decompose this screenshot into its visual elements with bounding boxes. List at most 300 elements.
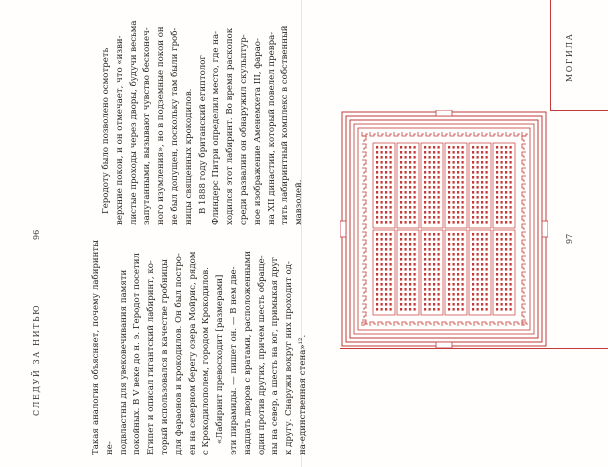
chamber — [481, 171, 483, 174]
chamber — [433, 248, 435, 251]
chamber — [510, 176, 512, 179]
chamber — [501, 263, 503, 266]
chamber — [505, 206, 507, 209]
chamber — [424, 263, 426, 266]
chamber — [385, 283, 387, 286]
chamber — [414, 238, 416, 241]
text-line: верхние покои, и он отмечает, что «изви- — [114, 35, 125, 225]
chamber — [429, 233, 431, 236]
chamber — [486, 303, 488, 306]
chamber — [438, 268, 440, 271]
chamber — [453, 293, 455, 296]
chamber — [376, 268, 378, 271]
meander-segment — [514, 322, 520, 326]
chamber — [409, 273, 411, 276]
chamber — [381, 308, 383, 311]
court — [493, 230, 515, 315]
chamber — [400, 273, 402, 276]
chamber — [453, 151, 455, 154]
chamber — [376, 303, 378, 306]
chamber — [448, 278, 450, 281]
chamber — [472, 196, 474, 199]
text-line: эти пирамиды. — пишет он. — В нем две- — [228, 266, 239, 455]
chamber — [462, 216, 464, 219]
chamber — [424, 288, 426, 291]
text-line: тить лабиринтный комплекс в собственный — [280, 25, 291, 225]
chamber — [414, 308, 416, 311]
chamber — [448, 211, 450, 214]
chamber — [381, 288, 383, 291]
chamber — [472, 288, 474, 291]
chamber — [438, 151, 440, 154]
meander-segment — [402, 322, 408, 326]
chamber — [505, 303, 507, 306]
text-line: подвластны для увековечивания памяти — [118, 269, 129, 455]
chamber — [453, 298, 455, 301]
chamber — [505, 171, 507, 174]
chamber — [510, 233, 512, 236]
meander-segment — [522, 184, 526, 190]
chamber — [385, 216, 387, 219]
text-line: покойных. В V веке до н. э. Геродот посетил — [132, 253, 143, 455]
chamber — [457, 201, 459, 204]
chamber — [496, 248, 498, 251]
chamber — [505, 243, 507, 246]
chamber — [481, 248, 483, 251]
chamber — [501, 283, 503, 286]
chamber — [505, 151, 507, 154]
meander-segment — [522, 320, 526, 326]
chamber — [477, 253, 479, 256]
meander-segment — [442, 132, 448, 136]
chamber — [390, 191, 392, 194]
chamber — [510, 201, 512, 204]
chamber — [481, 268, 483, 271]
chamber — [457, 268, 459, 271]
chamber — [472, 176, 474, 179]
meander-segment — [434, 132, 440, 136]
chamber — [405, 191, 407, 194]
chamber — [409, 186, 411, 189]
text-line: не был допущен, поскольку там были гроб- — [169, 27, 180, 225]
chamber — [481, 288, 483, 291]
chamber — [448, 268, 450, 271]
chamber — [409, 171, 411, 174]
chamber — [486, 248, 488, 251]
chamber — [505, 283, 507, 286]
chamber — [438, 191, 440, 194]
chamber — [390, 211, 392, 214]
chamber — [381, 303, 383, 306]
chamber — [409, 298, 411, 301]
chamber — [409, 156, 411, 159]
chamber — [381, 151, 383, 154]
chamber — [496, 171, 498, 174]
chamber — [376, 278, 378, 281]
chamber — [376, 253, 378, 256]
chamber — [390, 298, 392, 301]
chamber — [486, 221, 488, 224]
meander-segment — [378, 132, 384, 136]
text-line: мавзолей. — [294, 179, 305, 225]
meander-segment — [458, 322, 464, 326]
chamber — [385, 238, 387, 241]
chamber — [486, 196, 488, 199]
chamber — [496, 238, 498, 241]
chamber — [438, 216, 440, 219]
meander-segment — [522, 256, 526, 262]
chamber — [381, 283, 383, 286]
chamber — [390, 161, 392, 164]
chamber — [414, 216, 416, 219]
chamber — [505, 288, 507, 291]
chamber — [390, 248, 392, 251]
meander-segment — [506, 132, 512, 136]
chamber — [438, 263, 440, 266]
meander-segment — [522, 264, 526, 270]
chamber — [381, 146, 383, 149]
chamber — [472, 243, 474, 246]
chamber — [481, 283, 483, 286]
chamber — [424, 196, 426, 199]
chamber — [457, 258, 459, 261]
chamber — [385, 166, 387, 169]
chamber — [448, 201, 450, 204]
meander-segment — [418, 322, 424, 326]
chamber — [400, 278, 402, 281]
chamber — [448, 248, 450, 251]
chamber — [438, 243, 440, 246]
chamber — [433, 216, 435, 219]
chamber — [405, 278, 407, 281]
court — [445, 230, 467, 315]
chamber — [424, 171, 426, 174]
text-line: ны на север, а шесть на юг, примыкая друг — [270, 256, 281, 455]
meander-segment — [362, 264, 366, 270]
chamber — [429, 238, 431, 241]
chamber — [424, 233, 426, 236]
chamber — [405, 181, 407, 184]
chamber — [453, 253, 455, 256]
chamber — [453, 211, 455, 214]
meander-segment — [522, 296, 526, 302]
meander-segment — [522, 280, 526, 286]
chamber — [414, 298, 416, 301]
chamber — [501, 248, 503, 251]
chamber — [510, 288, 512, 291]
meander-segment — [362, 288, 366, 294]
chamber — [409, 191, 411, 194]
chamber — [486, 151, 488, 154]
chamber — [477, 278, 479, 281]
chamber — [385, 186, 387, 189]
chamber — [481, 161, 483, 164]
chamber — [453, 258, 455, 261]
chamber — [477, 186, 479, 189]
chamber — [477, 273, 479, 276]
chamber — [385, 308, 387, 311]
chamber — [405, 216, 407, 219]
chamber — [457, 298, 459, 301]
chamber — [505, 146, 507, 149]
chamber — [376, 171, 378, 174]
chamber — [462, 146, 464, 149]
chamber — [457, 238, 459, 241]
frame-line-top — [550, 0, 551, 110]
chamber — [390, 181, 392, 184]
chamber — [501, 288, 503, 291]
chamber — [505, 253, 507, 256]
chamber — [462, 156, 464, 159]
chamber — [414, 171, 416, 174]
chamber — [429, 248, 431, 251]
chamber — [496, 166, 498, 169]
chamber — [381, 161, 383, 164]
chamber — [457, 146, 459, 149]
chamber — [457, 191, 459, 194]
chamber — [477, 268, 479, 271]
chamber — [462, 293, 464, 296]
chamber — [477, 201, 479, 204]
chamber — [381, 243, 383, 246]
chamber — [505, 248, 507, 251]
text-line: ходился этот лабиринт. Во время раскопок — [225, 27, 236, 225]
chamber — [462, 211, 464, 214]
chamber — [400, 161, 402, 164]
chamber — [505, 273, 507, 276]
chamber — [453, 196, 455, 199]
meander-segment — [362, 248, 366, 254]
meander-segment — [362, 152, 366, 158]
chamber — [486, 243, 488, 246]
chamber — [433, 146, 435, 149]
chamber — [438, 211, 440, 214]
chamber — [376, 258, 378, 261]
chamber — [424, 298, 426, 301]
chamber — [424, 211, 426, 214]
chamber — [424, 268, 426, 271]
chamber — [400, 308, 402, 311]
chamber — [462, 248, 464, 251]
text-line: Египет и описал гигантский лабиринт, ко- — [146, 260, 157, 455]
chamber — [409, 248, 411, 251]
chamber — [505, 216, 507, 219]
chamber — [414, 258, 416, 261]
chamber — [390, 258, 392, 261]
chamber — [438, 206, 440, 209]
chamber — [496, 151, 498, 154]
chamber — [438, 273, 440, 276]
chamber — [453, 303, 455, 306]
chamber — [462, 171, 464, 174]
chamber — [433, 151, 435, 154]
chamber — [414, 303, 416, 306]
court — [397, 143, 419, 228]
meander-segment — [466, 322, 472, 326]
chamber — [385, 151, 387, 154]
chamber — [376, 191, 378, 194]
chamber — [457, 206, 459, 209]
chamber — [405, 298, 407, 301]
chamber — [376, 161, 378, 164]
chamber — [510, 248, 512, 251]
chamber — [472, 206, 474, 209]
chamber — [453, 181, 455, 184]
chamber — [409, 146, 411, 149]
chamber — [462, 238, 464, 241]
chamber — [453, 268, 455, 271]
text-line: один против других, причем шесть обраще- — [256, 255, 267, 455]
chamber — [414, 146, 416, 149]
chamber — [501, 166, 503, 169]
chamber — [453, 263, 455, 266]
chamber — [496, 201, 498, 204]
chamber — [414, 176, 416, 179]
chamber — [409, 303, 411, 306]
chamber — [433, 211, 435, 214]
chamber — [472, 146, 474, 149]
text-line: на XII династии, который повелел превра- — [266, 31, 277, 225]
chamber — [438, 201, 440, 204]
chamber — [414, 221, 416, 224]
chamber — [390, 196, 392, 199]
chamber — [414, 278, 416, 281]
chamber — [385, 288, 387, 291]
chamber — [381, 273, 383, 276]
meander-segment — [522, 144, 526, 150]
chamber — [496, 176, 498, 179]
chamber — [433, 283, 435, 286]
chamber — [448, 196, 450, 199]
chamber — [405, 293, 407, 296]
chamber — [424, 201, 426, 204]
chamber — [496, 196, 498, 199]
chamber — [457, 186, 459, 189]
chamber — [477, 181, 479, 184]
chamber — [400, 293, 402, 296]
chamber — [510, 186, 512, 189]
meander-segment — [362, 168, 366, 174]
chamber — [424, 273, 426, 276]
chamber — [462, 308, 464, 311]
chamber — [462, 181, 464, 184]
chamber — [505, 238, 507, 241]
chamber — [453, 156, 455, 159]
chamber — [438, 171, 440, 174]
chamber — [453, 283, 455, 286]
chamber — [424, 156, 426, 159]
chamber — [453, 206, 455, 209]
meander-segment — [442, 322, 448, 326]
chamber — [385, 156, 387, 159]
chamber — [486, 268, 488, 271]
chamber — [486, 298, 488, 301]
chamber — [433, 191, 435, 194]
court — [373, 230, 395, 315]
text-line: к другу. Снаружи вокруг них проходит од- — [284, 261, 295, 455]
chamber — [496, 283, 498, 286]
chamber — [448, 238, 450, 241]
chamber — [505, 191, 507, 194]
chamber — [501, 161, 503, 164]
chamber — [429, 176, 431, 179]
chamber — [385, 263, 387, 266]
chamber — [385, 161, 387, 164]
chamber — [381, 176, 383, 179]
chamber — [477, 211, 479, 214]
chamber — [501, 233, 503, 236]
text-column-2 — [100, 0, 307, 225]
chamber — [433, 263, 435, 266]
chamber — [481, 201, 483, 204]
chamber — [429, 186, 431, 189]
chamber — [457, 288, 459, 291]
chamber — [438, 221, 440, 224]
chamber — [429, 303, 431, 306]
chamber — [496, 146, 498, 149]
chamber — [376, 146, 378, 149]
chamber — [390, 201, 392, 204]
chamber — [381, 216, 383, 219]
chamber — [486, 233, 488, 236]
chamber — [433, 166, 435, 169]
chamber — [472, 238, 474, 241]
chamber — [477, 156, 479, 159]
chamber — [414, 273, 416, 276]
chamber — [390, 278, 392, 281]
chamber — [477, 166, 479, 169]
chamber — [400, 196, 402, 199]
meander-segment — [418, 132, 424, 136]
chamber — [453, 191, 455, 194]
chamber — [424, 176, 426, 179]
chamber — [457, 248, 459, 251]
chamber — [453, 273, 455, 276]
chamber — [429, 288, 431, 291]
chamber — [405, 288, 407, 291]
text-line: «Лабиринт превосходит [размерами] — [215, 274, 226, 444]
chamber — [462, 166, 464, 169]
meander-segment — [362, 224, 366, 230]
chamber — [405, 268, 407, 271]
chamber — [448, 303, 450, 306]
chamber — [390, 293, 392, 296]
text-line: ного изумления», но в подземные покои он — [156, 26, 167, 225]
chamber — [486, 216, 488, 219]
chamber — [481, 196, 483, 199]
chamber — [390, 288, 392, 291]
chamber — [438, 176, 440, 179]
court — [421, 143, 443, 228]
chamber — [405, 283, 407, 286]
chamber — [462, 233, 464, 236]
chamber — [390, 263, 392, 266]
chamber — [472, 258, 474, 261]
court — [373, 143, 395, 228]
chamber — [385, 298, 387, 301]
chamber — [429, 181, 431, 184]
chamber — [505, 293, 507, 296]
chamber — [505, 201, 507, 204]
chamber — [481, 146, 483, 149]
chamber — [448, 273, 450, 276]
court — [445, 143, 467, 228]
chamber — [477, 191, 479, 194]
chamber — [385, 253, 387, 256]
chamber — [462, 303, 464, 306]
meander-segment — [474, 132, 480, 136]
chamber — [453, 201, 455, 204]
